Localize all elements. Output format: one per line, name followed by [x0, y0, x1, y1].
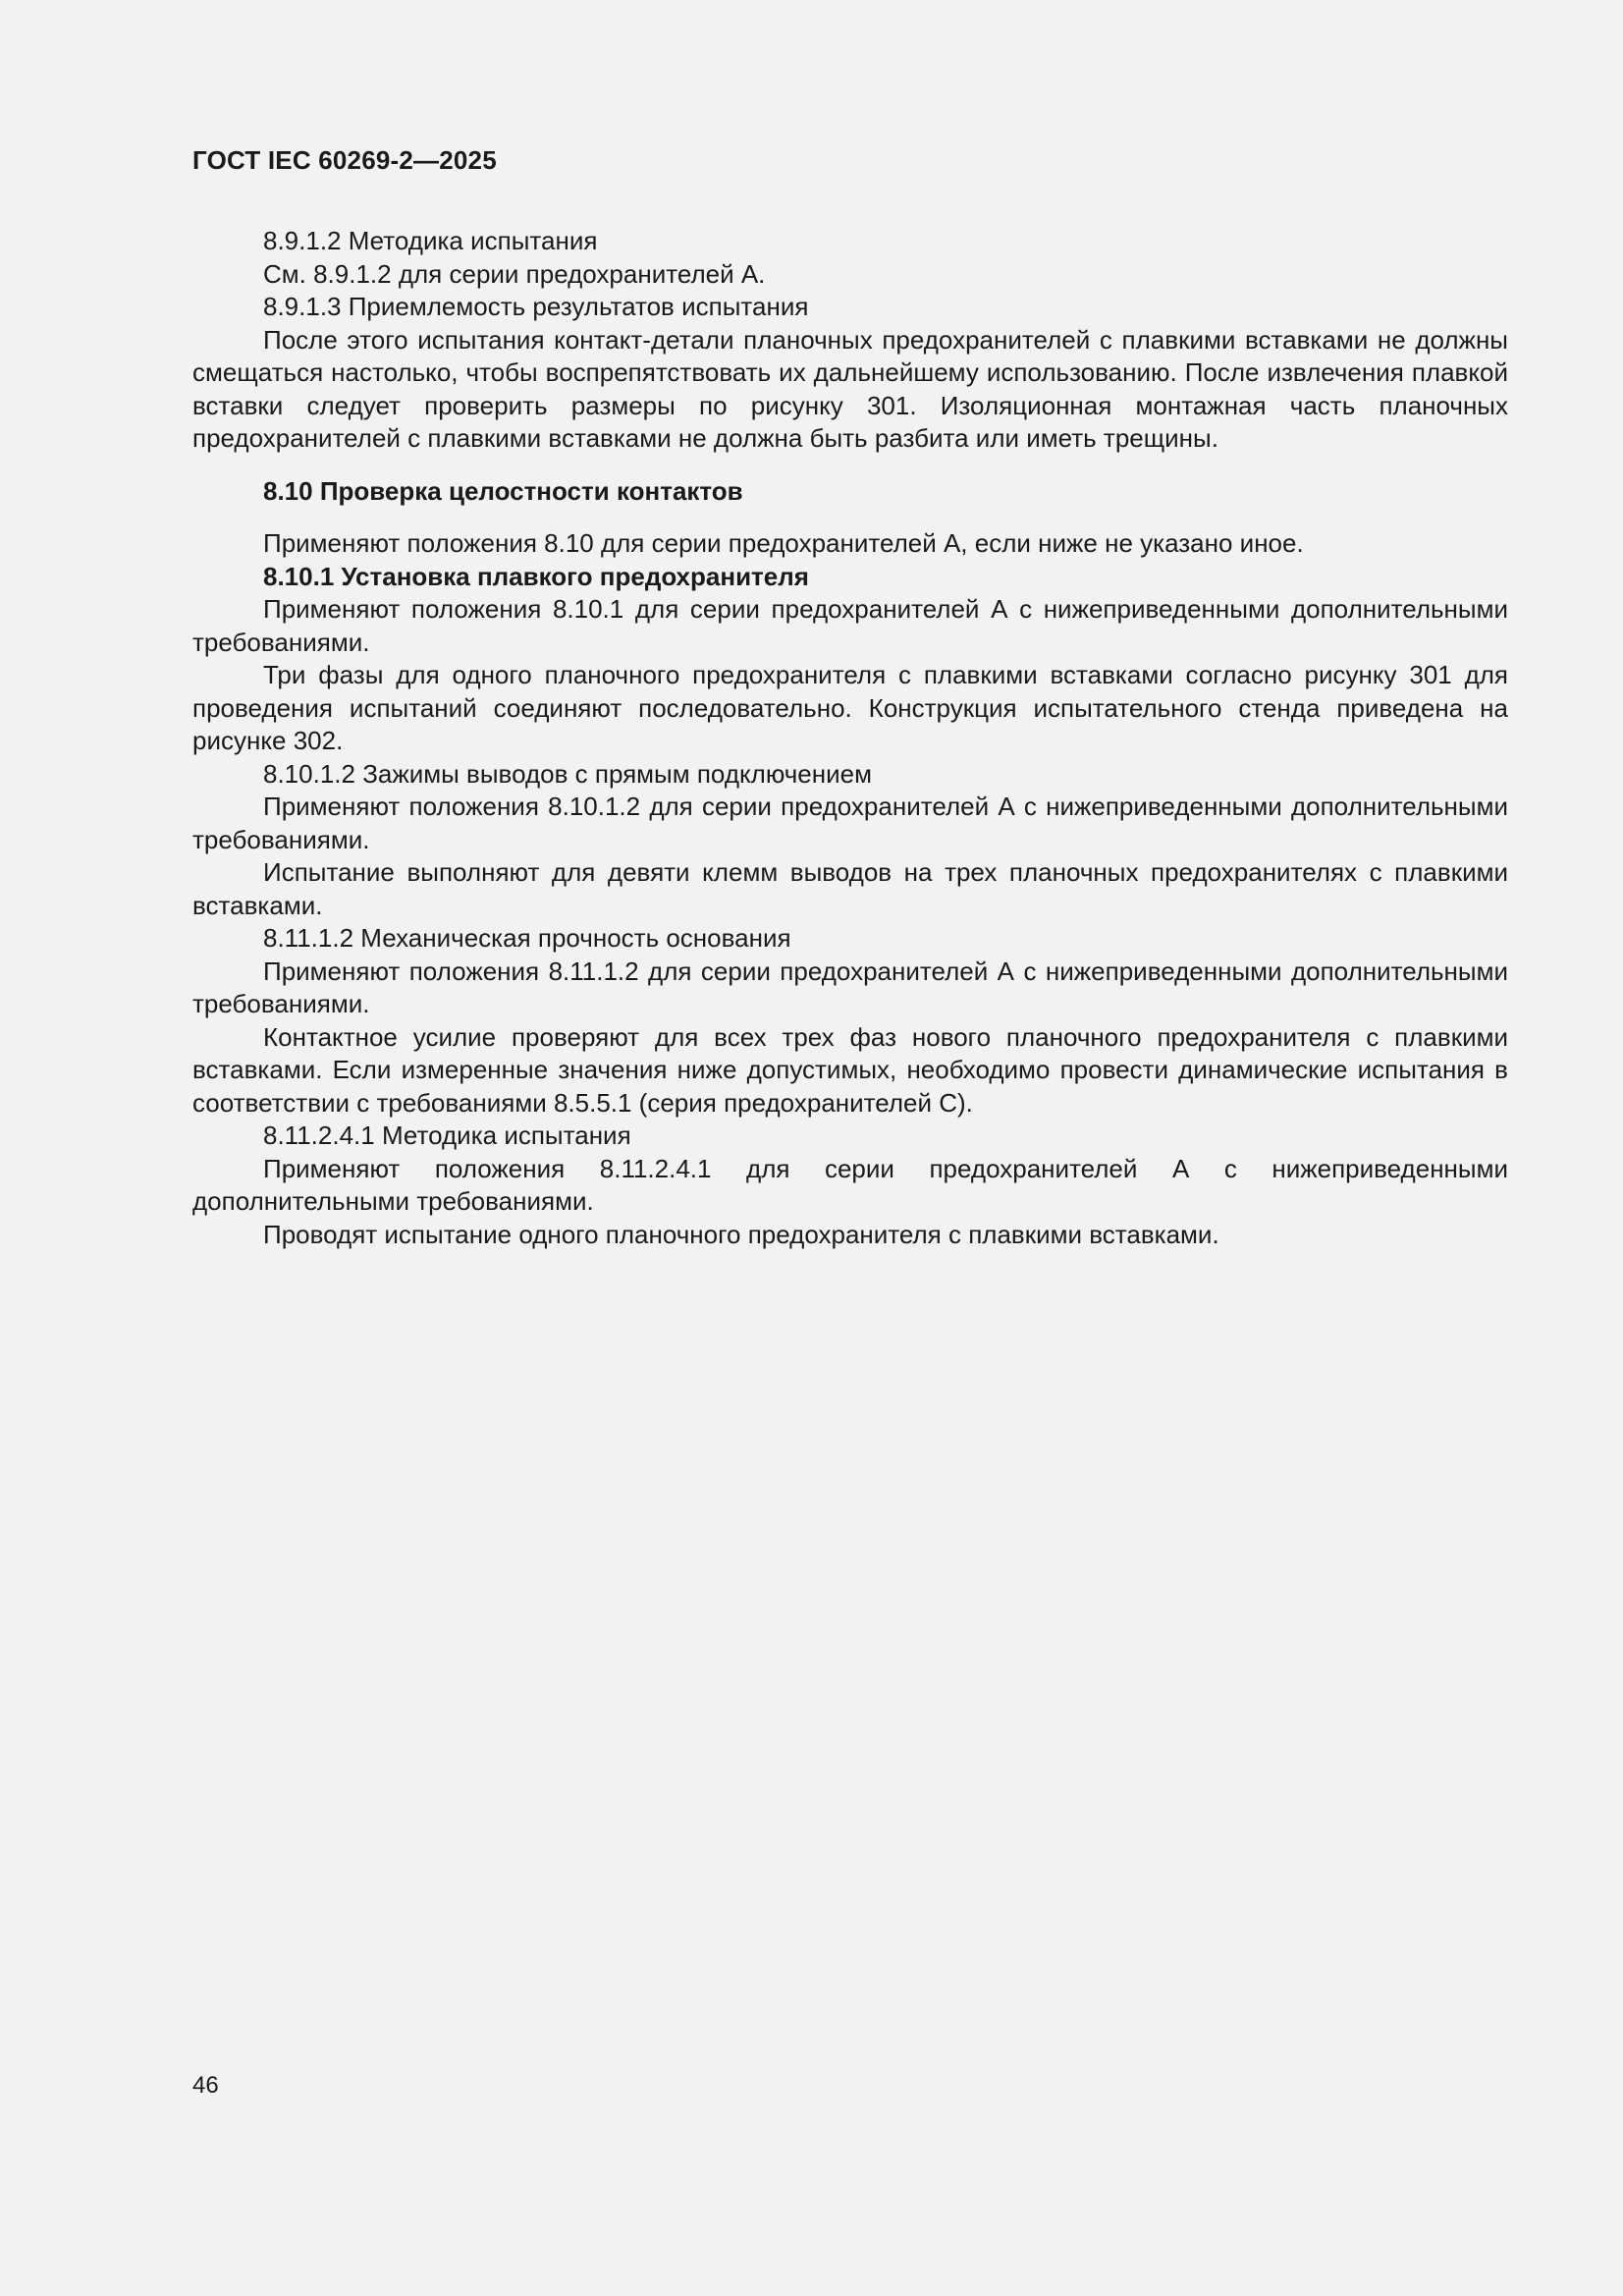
paragraph: Три фазы для одного планочного предохранителя с плавкими вставками согласно рисунку 301 для проведения испытаний соединяют последовательно. Конструкция испытательного стенда приведена на рисунке 302. — [192, 660, 1508, 755]
paragraph: Применяют положения 8.10 для серии предохранителей А, если ниже не указано иное. — [263, 528, 1304, 558]
paragraph: Проводят испытание одного планочного предохранителя с плавкими вставками. — [263, 1219, 1219, 1249]
subsection-heading-8-11-2-4-1: 8.11.2.4.1 Методика испытания — [263, 1121, 631, 1150]
paragraph: Применяют положения 8.11.1.2 для серии предохранителей А с нижеприведенными дополнительными требованиями. — [192, 956, 1508, 1018]
paragraph: Испытание выполняют для девяти клемм выводов на трех планочных предохранителях с плавкими вставками. — [192, 857, 1508, 920]
section-heading-8-10: 8.10 Проверка целостности контактов — [263, 475, 743, 506]
paragraph: См. 8.9.1.2 для серии предохранителей А. — [263, 258, 766, 289]
subsection-heading-8-9-1-3: 8.9.1.3 Приемлемость результатов испытания — [263, 292, 809, 321]
paragraph: Применяют положения 8.10.1.2 для серии предохранителей А с нижеприведенными дополнительными требованиями. — [192, 792, 1508, 854]
document-header: ГОСТ IEC 60269-2—2025 — [192, 145, 497, 175]
subsection-heading-8-11-1-2: 8.11.1.2 Механическая прочность основания — [263, 923, 791, 953]
subsection-heading-8-9-1-2: 8.9.1.2 Методика испытания — [263, 226, 598, 255]
page-number: 46 — [192, 2072, 219, 2099]
paragraph: Контактное усилие проверяют для всех трех фаз нового планочного предохранителя с плавкими вставками. Если измеренные значения ниже допустимых, необходимо провести динамические испытания в соответствии с требованиями 8.5.5.1 (серия предохранителей С). — [192, 1021, 1508, 1118]
subsection-heading-8-10-1: 8.10.1 Установка плавкого предохранителя — [263, 561, 809, 591]
paragraph: Применяют положения 8.10.1 для серии предохранителей А с нижеприведенными дополнительными требованиями. — [192, 594, 1508, 657]
paragraph: После этого испытания контакт-детали планочных предохранителей с плавкими вставками не должны смещаться настолько, чтобы воспрепятствовать их дальнейшему использованию. После извлечения плавкой вставки следует проверить размеры по рисунку 301. Изоляционная монтажная часть планочных предохранителей с плавкими вставками не должна быть разбита или иметь трещины. — [192, 324, 1508, 453]
paragraph: Применяют положения 8.11.2.4.1 для серии предохранителей А с нижеприведенными дополнительными требованиями. — [192, 1153, 1508, 1216]
subsection-heading-8-10-1-2: 8.10.1.2 Зажимы выводов с прямым подключением — [263, 758, 872, 789]
document-body — [192, 225, 1508, 1251]
